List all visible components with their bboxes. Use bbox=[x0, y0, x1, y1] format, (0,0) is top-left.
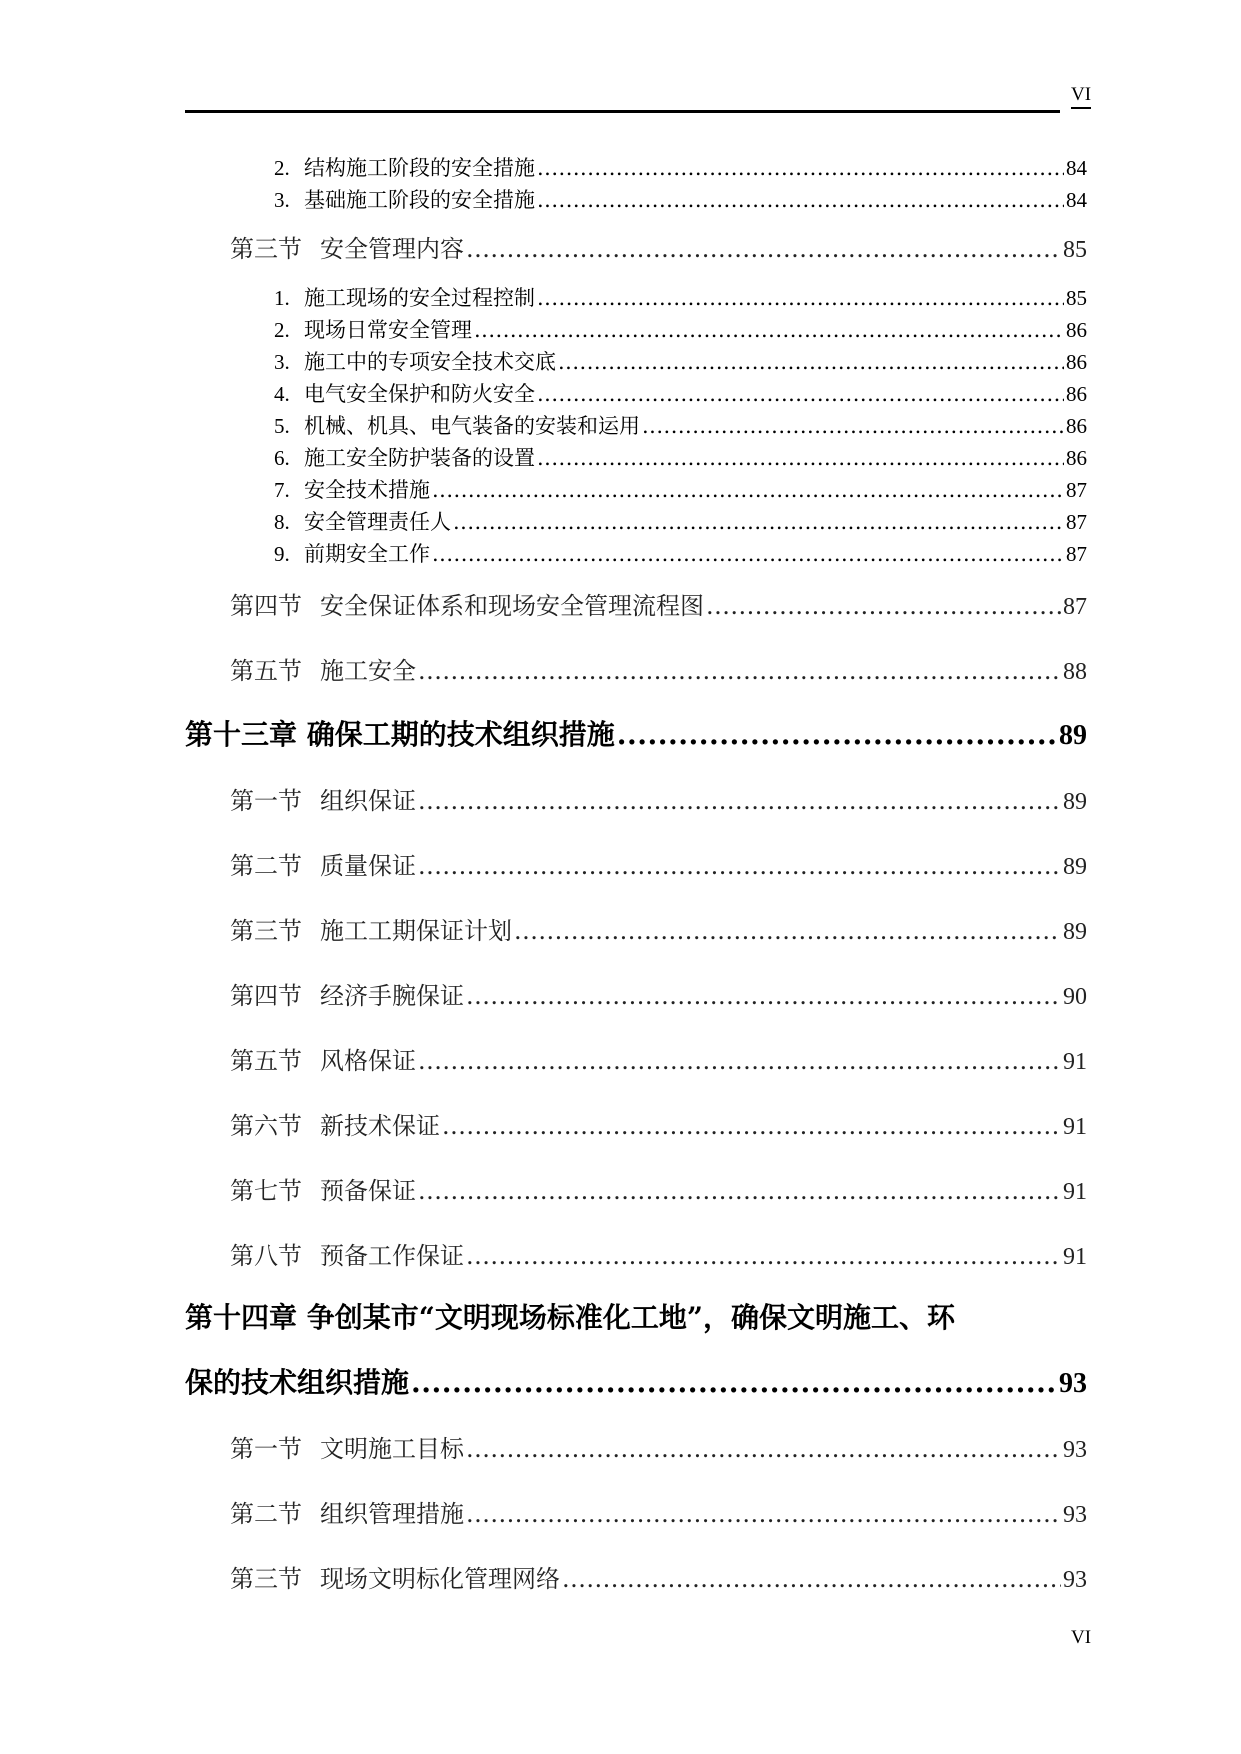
entry-title: 经济手腕保证 bbox=[320, 982, 464, 1010]
dot-leader bbox=[466, 1435, 1061, 1463]
entry-title: 安全管理责任人 bbox=[304, 510, 451, 534]
toc-entry[interactable] bbox=[274, 282, 1087, 312]
entry-page: 86 bbox=[1066, 414, 1087, 438]
entry-page: 87 bbox=[1066, 478, 1087, 502]
entry-page: 89 bbox=[1059, 720, 1087, 751]
entry-page: 86 bbox=[1066, 350, 1087, 374]
toc-entry[interactable] bbox=[230, 229, 1087, 264]
entry-page: 85 bbox=[1063, 237, 1087, 263]
toc-entry[interactable] bbox=[274, 346, 1087, 376]
dot-leader bbox=[706, 592, 1061, 620]
entry-number: 5. bbox=[274, 414, 290, 438]
section-number: 第五节 bbox=[230, 657, 302, 685]
dot-leader bbox=[474, 318, 1064, 342]
entry-page: 91 bbox=[1063, 1179, 1087, 1205]
toc-entry[interactable] bbox=[274, 442, 1087, 472]
entry-number: 3. bbox=[274, 350, 290, 374]
dot-leader bbox=[418, 657, 1061, 685]
entry-title: 施工中的专项安全技术交底 bbox=[304, 350, 556, 374]
toc-entry[interactable] bbox=[230, 1429, 1087, 1464]
dot-leader bbox=[453, 510, 1064, 534]
dot-leader bbox=[642, 414, 1064, 438]
dot-leader bbox=[537, 286, 1064, 310]
entry-title: 机械、机具、电气装备的安装和运用 bbox=[304, 414, 640, 438]
dot-leader bbox=[562, 1565, 1061, 1593]
dot-leader bbox=[514, 917, 1061, 945]
entry-title: 现场日常安全管理 bbox=[304, 318, 472, 342]
entry-page: 93 bbox=[1063, 1437, 1087, 1463]
toc-entry[interactable] bbox=[230, 1171, 1087, 1206]
section-number: 第一节 bbox=[230, 787, 302, 815]
toc-entry[interactable] bbox=[230, 846, 1087, 881]
entry-page: 90 bbox=[1063, 984, 1087, 1010]
entry-title: 安全技术措施 bbox=[304, 478, 430, 502]
entry-page: 87 bbox=[1066, 510, 1087, 534]
entry-title: 结构施工阶段的安全措施 bbox=[304, 156, 535, 180]
dot-leader bbox=[466, 1242, 1061, 1270]
entry-title: 基础施工阶段的安全措施 bbox=[304, 188, 535, 212]
entry-title: 组织保证 bbox=[320, 787, 416, 815]
toc-entry[interactable] bbox=[230, 586, 1087, 621]
entry-page: 89 bbox=[1063, 789, 1087, 815]
toc-entry[interactable] bbox=[274, 378, 1087, 408]
section-number: 第七节 bbox=[230, 1177, 302, 1205]
dot-leader bbox=[418, 787, 1061, 815]
section-number: 第四节 bbox=[230, 592, 302, 620]
chapter-title: 第十三章 确保工期的技术组织措施 bbox=[185, 718, 615, 751]
entry-title: 施工安全 bbox=[320, 657, 416, 685]
chapter-title-line1[interactable]: 第十四章 争创某市“文明现场标准化工地”，确保文明施工、环 bbox=[185, 1301, 955, 1334]
entry-page: 93 bbox=[1063, 1502, 1087, 1528]
entry-page: 85 bbox=[1066, 286, 1087, 310]
dot-leader bbox=[537, 156, 1064, 180]
dot-leader bbox=[466, 1500, 1061, 1528]
entry-title: 文明施工目标 bbox=[320, 1435, 464, 1463]
entry-title: 前期安全工作 bbox=[304, 542, 430, 566]
entry-page: 91 bbox=[1063, 1114, 1087, 1140]
section-number: 第五节 bbox=[230, 1047, 302, 1075]
dot-leader bbox=[617, 718, 1057, 751]
entry-page: 89 bbox=[1063, 854, 1087, 880]
entry-page: 91 bbox=[1063, 1244, 1087, 1270]
section-number: 第二节 bbox=[230, 852, 302, 880]
dot-leader bbox=[466, 235, 1061, 263]
entry-title: 组织管理措施 bbox=[320, 1500, 464, 1528]
toc-entry[interactable] bbox=[230, 1106, 1087, 1141]
entry-title: 预备保证 bbox=[320, 1177, 416, 1205]
toc-entry[interactable] bbox=[230, 1494, 1087, 1529]
entry-page: 91 bbox=[1063, 1049, 1087, 1075]
entry-number: 8. bbox=[274, 510, 290, 534]
dot-leader bbox=[432, 542, 1064, 566]
chapter-title: 保的技术组织措施 bbox=[185, 1366, 410, 1399]
entry-page: 88 bbox=[1063, 659, 1087, 685]
toc-chapter-entry[interactable] bbox=[185, 1361, 1087, 1401]
dot-leader bbox=[537, 382, 1064, 406]
dot-leader bbox=[537, 446, 1064, 470]
section-number: 第四节 bbox=[230, 982, 302, 1010]
dot-leader bbox=[466, 982, 1061, 1010]
section-number: 第二节 bbox=[230, 1500, 302, 1528]
entry-number: 1. bbox=[274, 286, 290, 310]
entry-title: 风格保证 bbox=[320, 1047, 416, 1075]
section-number: 第八节 bbox=[230, 1242, 302, 1270]
toc-entry[interactable] bbox=[230, 651, 1087, 686]
entry-title: 施工工期保证计划 bbox=[320, 917, 512, 945]
entry-title: 安全管理内容 bbox=[320, 235, 464, 263]
toc-entry[interactable] bbox=[274, 506, 1087, 536]
entry-number: 6. bbox=[274, 446, 290, 470]
entry-number: 2. bbox=[274, 318, 290, 342]
footer-page-number: VI bbox=[1071, 1627, 1092, 1648]
toc-entry[interactable] bbox=[274, 538, 1087, 568]
entry-title: 预备工作保证 bbox=[320, 1242, 464, 1270]
section-number: 第三节 bbox=[230, 917, 302, 945]
dot-leader bbox=[537, 188, 1064, 212]
entry-page: 84 bbox=[1066, 188, 1087, 212]
section-number: 第一节 bbox=[230, 1435, 302, 1463]
toc-entry[interactable] bbox=[274, 184, 1087, 214]
dot-leader bbox=[432, 478, 1064, 502]
header-page-number: VI bbox=[1071, 84, 1091, 109]
entry-number: 3. bbox=[274, 188, 290, 212]
toc-entry[interactable] bbox=[230, 781, 1087, 816]
entry-title: 质量保证 bbox=[320, 852, 416, 880]
entry-page: 86 bbox=[1066, 382, 1087, 406]
toc-entry[interactable] bbox=[230, 911, 1087, 946]
dot-leader bbox=[442, 1112, 1061, 1140]
entry-number: 7. bbox=[274, 478, 290, 502]
toc-entry[interactable] bbox=[274, 314, 1087, 344]
toc-entry[interactable] bbox=[274, 410, 1087, 440]
entry-title: 现场文明标化管理网络 bbox=[320, 1565, 560, 1593]
toc-entry[interactable] bbox=[230, 976, 1087, 1011]
entry-number: 2. bbox=[274, 156, 290, 180]
dot-leader bbox=[418, 1047, 1061, 1075]
dot-leader bbox=[418, 1177, 1061, 1205]
entry-page: 87 bbox=[1063, 594, 1087, 620]
entry-page: 84 bbox=[1066, 156, 1087, 180]
entry-page: 93 bbox=[1063, 1567, 1087, 1593]
entry-page: 89 bbox=[1063, 919, 1087, 945]
entry-title: 电气安全保护和防火安全 bbox=[304, 382, 535, 406]
entry-page: 86 bbox=[1066, 446, 1087, 470]
section-number: 第六节 bbox=[230, 1112, 302, 1140]
toc-entry[interactable] bbox=[274, 474, 1087, 504]
dot-leader bbox=[558, 350, 1064, 374]
toc-entry[interactable] bbox=[230, 1041, 1087, 1076]
entry-page: 93 bbox=[1059, 1368, 1087, 1399]
section-number: 第三节 bbox=[230, 1565, 302, 1593]
entry-number: 9. bbox=[274, 542, 290, 566]
entry-title: 施工现场的安全过程控制 bbox=[304, 286, 535, 310]
entry-page: 87 bbox=[1066, 542, 1087, 566]
entry-page: 86 bbox=[1066, 318, 1087, 342]
entry-number: 4. bbox=[274, 382, 290, 406]
header-rule bbox=[185, 110, 1060, 113]
entry-title: 安全保证体系和现场安全管理流程图 bbox=[320, 592, 704, 620]
dot-leader bbox=[411, 1366, 1057, 1399]
entry-title: 新技术保证 bbox=[320, 1112, 440, 1140]
dot-leader bbox=[418, 852, 1061, 880]
entry-title: 施工安全防护装备的设置 bbox=[304, 446, 535, 470]
toc-chapter-entry[interactable] bbox=[185, 713, 1087, 753]
toc-entry[interactable] bbox=[230, 1236, 1087, 1271]
toc-entry[interactable] bbox=[274, 152, 1087, 182]
toc-entry[interactable] bbox=[230, 1559, 1087, 1594]
section-number: 第三节 bbox=[230, 235, 302, 263]
